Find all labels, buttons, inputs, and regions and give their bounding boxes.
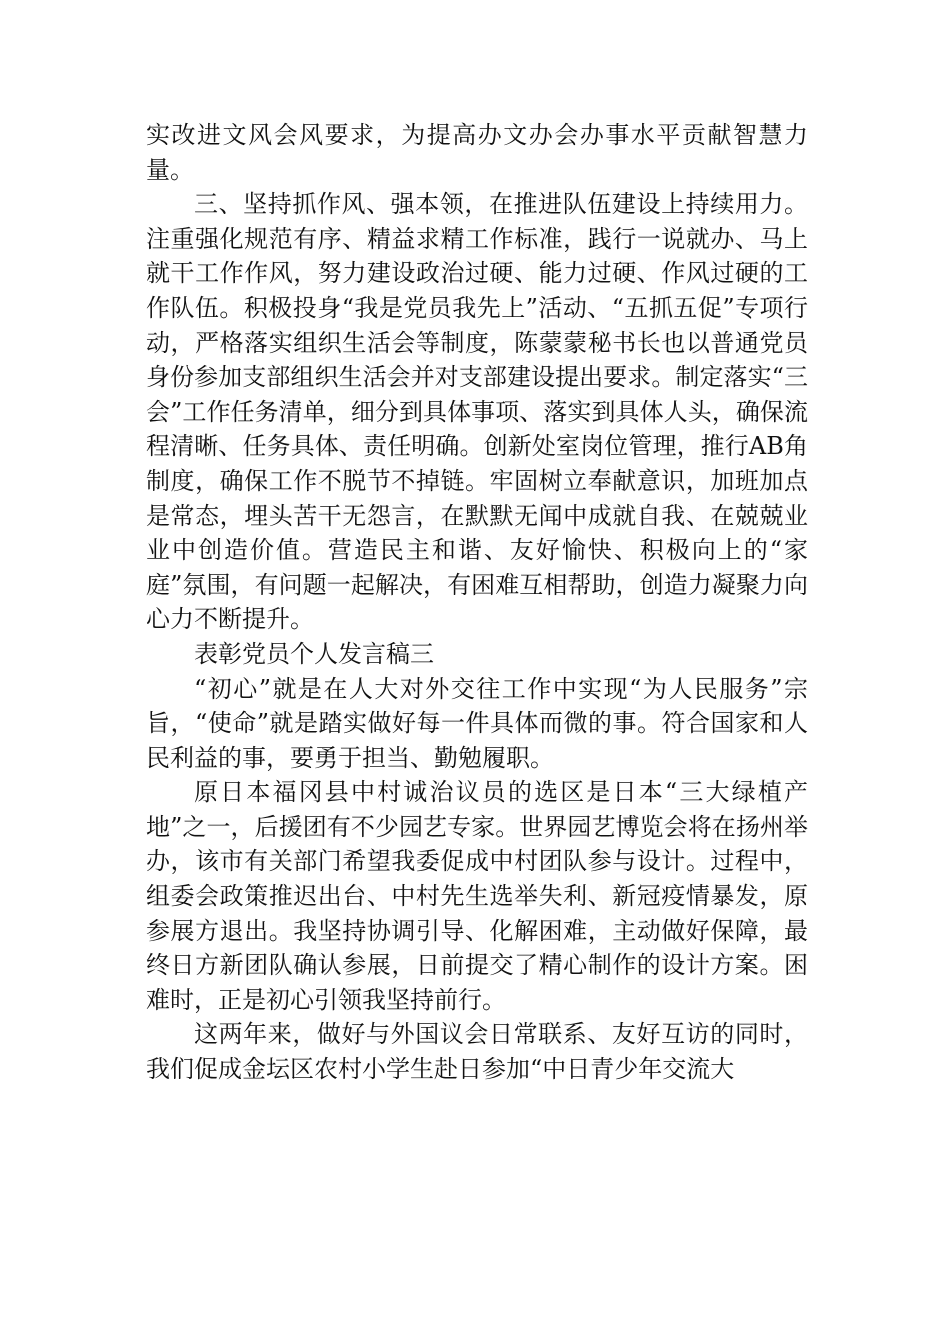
paragraph: “初心”就是在人大对外交往工作中实现“为人民服务”宗旨，“使命”就是踏实做好每一件具体而微的事。符合国家和人民利益的事，要勇于担当、勤勉履职。 bbox=[146, 674, 808, 772]
paragraph: 实改进文风会风要求，为提高办文办会办事水平贡献智慧力量。 bbox=[146, 121, 808, 184]
paragraph: 三、坚持抓作风、强本领，在推进队伍建设上持续用力。注重强化规范有序、精益求精工作标准，践行一说就办、马上就干工作作风，努力建设政治过硬、能力过硬、作风过硬的工作队伍。积极投身“我是党员我先上”活动、“五抓五促”专项行动，严格落实组织生活会等制度，陈蒙蒙秘书长也以普通党员身份参加支部组织生活会并对支部建设提出要求。制定落实“三会”工作任务清单，细分到具体事项、落实到具体人头，确保流程清晰、任务具体、责任明确。创新处室岗位管理，推行AB角制度，确保工作不脱节不掉链。牢固树立奉献意识，加班加点是常态，埋头苦干无怨言，在默默无闻中成就自我、在兢兢业业中创造价值。营造民主和谐、友好愉快、积极向上的“家庭”氛围，有问题一起解决，有困难互相帮助，创造力凝聚力向心力不断提升。 bbox=[146, 190, 808, 634]
document-page bbox=[146, 118, 808, 1087]
paragraph: 原日本福冈县中村诚治议员的选区是日本“三大绿植产地”之一，后援团有不少园艺专家。世界园艺博览会将在扬州举办，该市有关部门希望我委促成中村团队参与设计。过程中，组委会政策推迟出台、中村先生选举失利、新冠疫情暴发，原参展方退出。我坚持协调引导、化解困难，主动做好保障，最终日方新团队确认参展，日前提交了精心制作的设计方案。困难时，正是初心引领我坚持前行。 bbox=[146, 778, 808, 1014]
paragraph: 这两年来，做好与外国议会日常联系、友好互访的同时，我们促成金坛区农村小学生赴日参加“中日青少年交流大 bbox=[146, 1020, 808, 1084]
section-heading: 表彰党员个人发言稿三 bbox=[194, 639, 434, 668]
